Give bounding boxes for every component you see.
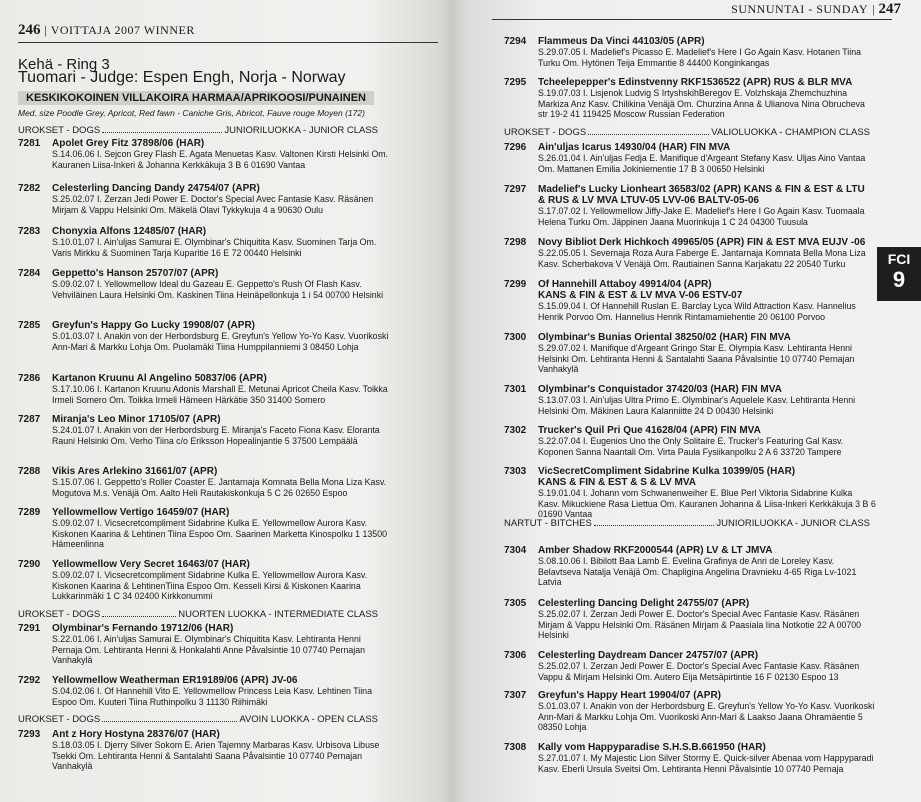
entry-dog-name: Of Hannehill Attaboy 49914/04 (APR): [538, 279, 712, 290]
entry-number: 7290: [18, 559, 41, 570]
dog-entry: [18, 675, 390, 707]
entry-dog-name: Olymbinar's Fernando 19712/06 (HAR): [52, 623, 234, 634]
left-head-rule: [18, 42, 438, 43]
entry-details: S.24.01.07 I. Anakin von der Herbordsburg E. Miranja's Faceto Fiona Kasv. Eloranta Rauni Helsinki Om. Verho Tiina c/o Eriksson Hopealinjantie 5 37500 Lempäälä: [52, 425, 380, 446]
entry-dog-name: Vikis Ares Arlekino 31661/07 (APR): [52, 466, 218, 477]
dog-entry: [504, 690, 876, 733]
section-class: NUORTEN LUOKKA - INTERMEDIATE CLASS: [178, 609, 378, 620]
entry-details: S.29.07.05 I. Madelief's Picasso E. Madelief's Here I Go Again Kasv. Hotanen Tiina Turku Om. Hytönen Teija Emmantie 8 44400 Konginkangas: [538, 47, 861, 68]
section-sex: UROKSET - DOGS: [18, 609, 101, 620]
entry-details: S.15.09.04 I. Of Hannehill Ruslan E. Barclay Lyca Wild Attraction Kasv. Hannelius Henrik Porvoo Om. Hannelius Henrik Rintamamiehentie 20 06100 Porvoo: [538, 301, 856, 322]
dog-entry: [504, 742, 876, 774]
entry-number: 7282: [18, 183, 41, 194]
entry-dog-name: VicSecretCompliment Sidabrine Kulka 10399/05 (HAR): [538, 466, 796, 477]
section-sex: UROKSET - DOGS: [18, 714, 101, 725]
section-header: [18, 125, 378, 136]
entry-details: S.25.02.07 I. Zerzan Jedi Power E. Doctor's Special Avec Fantasie Kasv. Räsänen Mirjam & Vappu Helsinki Om. Mäkelä Olavi Tykkykuja 4 a 90630 Oulu: [52, 194, 374, 215]
dog-entry: [18, 729, 390, 772]
entry-details: S.09.02.07 I. Yellowmellow Ideal du Gazeau E. Geppetto's Rush Of Flash Kasv. Vehviläinen Laura Helsinki Om. Kaskinen Tiina Heinäpellonkuja 1 i 54 00700 Helsinki: [52, 279, 384, 300]
dog-entry: [504, 425, 876, 457]
left-page-number: 246: [18, 22, 41, 38]
right-running-head: SUNNUNTAI - SUNDAY | 247: [731, 1, 901, 17]
entry-details: S.17.10.06 I. Kartanon Kruunu Adonis Marshall E. Metunai Apricot Cheila Kasv. Toikka Irmeli Somero Om. Toikka Irmeli Hämeen Härkätie 350 31400 Somero: [52, 384, 388, 405]
entry-dog-name: Olymbinar's Conquistador 37420/03 (HAR) FIN MVA: [538, 384, 782, 395]
entry-details: S.29.07.02 I. Manifique d'Argeant Gringo Star E. Olympia Kasv. Lehtiranta Henni Helsinki Om. Lehtiranta Henni & Santalahti Saana Påvalsintie 10 07740 Pernajan Vanhakylä: [538, 343, 855, 375]
dog-entry: [504, 77, 876, 120]
dog-entry: [18, 268, 390, 300]
entry-dog-name: Apolet Grey Fitz 37898/06 (HAR): [52, 138, 205, 149]
entry-awards: & RUS & LV MVA LTUV-05 LVV-06 BALTV-05-06: [538, 195, 759, 206]
entry-dog-name: Olymbinar's Bunias Oriental 38250/02 (HAR) FIN MVA: [538, 332, 791, 343]
entry-number: 7300: [504, 332, 527, 343]
entry-dog-name: Yellowmellow Vertigo 16459/07 (HAR): [52, 507, 230, 518]
section-header: [504, 518, 870, 529]
section-sex: UROKSET - DOGS: [18, 125, 101, 136]
entry-number: 7308: [504, 742, 527, 753]
entry-details: S.09.02.07 I. Vicsecretcompliment Sidabrine Kulka E. Yellowmellow Aurora Kasv. Kiskonen Kaarina & LehtinenTiina Espoo Om. Kesseli Kirsi & Kiskonen Kaarina Lukkarinmäki 1 C 34 02400 Kirkkonummi: [52, 570, 368, 602]
entry-dog-name: Miranja's Leo Minor 17105/07 (APR): [52, 414, 221, 425]
entry-details: S.14.06.06 I. Sejcon Grey Flash E. Agata Menuetas Kasv. Valtonen Kirsti Helsinki Om. Kauranen Liisa-Inkeri & Johanna Kerkkäkuja 3 B 6 01690 Vantaa: [52, 149, 389, 170]
entry-details: S.25.02.07 I. Zerzan Jedi Power E. Doctor's Special Avec Fantasie Kasv. Räsänen Vappu & Mirjam Helsinki Om. Autero Eija Metsäpirtintie 16 F 02130 Espoo 13: [538, 661, 860, 682]
section-class: AVOIN LUOKKA - OPEN CLASS: [239, 714, 378, 725]
dog-entry: [18, 507, 390, 550]
dog-entry: [504, 384, 876, 416]
entry-details: S.22.07.04 I. Eugenios Uno the Only Solitaire E. Trucker's Featuring Gal Kasv. Koponen Sanna Naantali Om. Virta Paula Fysiikanpolku 2 A 6 33720 Tampere: [538, 436, 844, 457]
fci-tab-label: FCI: [887, 251, 911, 267]
left-page: [0, 0, 452, 802]
entry-number: 7285: [18, 320, 41, 331]
fci-tab-group: 9: [892, 267, 906, 292]
entry-dog-name: Novy Bibliot Derk Hichkoch 49965/05 (APR) FIN & EST MVA EUJV -06: [538, 237, 866, 248]
entry-number: 7304: [504, 545, 527, 556]
section-class: VALIOLUOKKA - CHAMPION CLASS: [711, 127, 870, 138]
dog-entry: [504, 237, 876, 269]
entry-details: S.19.01.04 I. Johann vom Schwanenweiher E. Blue Perl Viktoria Sidabrine Kulka Kasv. Mikuckiene Rasa Liettua Om. Kauranen Johanna & Liisa-Inkeri Kerkkäkuja 3 B 6 01690 Vantaa: [538, 488, 876, 520]
section-class: JUNIORILUOKKA - JUNIOR CLASS: [716, 518, 870, 529]
dog-entry: [18, 373, 390, 405]
entry-number: 7281: [18, 138, 41, 149]
entry-number: 7283: [18, 226, 41, 237]
right-page: [452, 0, 921, 802]
dog-entry: [504, 545, 876, 588]
entry-details: S.13.07.03 I. Ain'uljas Ultra Primo E. Olymbinar's Aquelele Kasv. Lehtiranta Henni Helsinki Om. Mäkinen Laura Kalanniitte 24 D 00430 Helsinki: [538, 395, 856, 416]
dog-entry: [504, 650, 876, 682]
entry-dog-name: Greyfun's Happy Go Lucky 19908/07 (APR): [52, 320, 256, 331]
section-sex: NARTUT - BITCHES: [504, 518, 592, 529]
entry-details: S.17.07.02 I. Yellowmellow Jiffy-Jake E. Madelief's Here I Go Again Kasv. Tuomaala Helena Turku Om. Jäppinen Jaana Muorinkuja 1 C 24 04300 Tuusula: [538, 206, 865, 227]
entry-dog-name: Trucker's Quil Pri Que 41628/04 (APR) FIN MVA: [538, 425, 761, 436]
dog-entry: [18, 138, 390, 170]
entry-awards: KANS & FIN & EST & S & LV MVA: [538, 477, 696, 488]
breed-note: Med. size Poodle Grey, Apricot, Red fawn - Caniche Gris, Abricot, Fauve rouge Moyen (172): [18, 108, 365, 118]
entry-dog-name: Celesterling Dancing Dandy 24754/07 (APR): [52, 183, 260, 194]
section-class: JUNIORILUOKKA - JUNIOR CLASS: [224, 125, 378, 136]
section-header: [18, 714, 378, 725]
entry-dog-name: Kartanon Kruunu Al Angelino 50837/06 (APR): [52, 373, 267, 384]
entry-number: 7301: [504, 384, 527, 395]
entry-details: S.01.03.07 I. Anakin von der Herbordsburg E. Greyfun's Yellow Yo-Yo Kasv. Vuorikoski Ann-Mari & Markku Lohja Om. Vuorikoski Ann-Mari & Laakso Jaana Ohramäentie 5 08350 Lohja: [538, 701, 875, 733]
judge-title: Tuomari - Judge: Espen Engh, Norja - Norway: [18, 69, 346, 86]
entry-number: 7286: [18, 373, 41, 384]
entry-details: S.08.10.06 I. Bibilott Baa Lamb E. Evelina Grafinya de Anri de Loreley Kasv. Belavtseva Natalja Venäjä Om. Chapligina Angelina Dravnieku 4-65 Riga Lv-1021 Latvia: [538, 556, 857, 588]
entry-dog-name: Flammeus Da Vinci 44103/05 (APR): [538, 36, 705, 47]
entry-number: 7306: [504, 650, 527, 661]
dog-entry: [18, 414, 390, 446]
entry-details: S.25.02.07 I. Zerzan Jedi Power E. Doctor's Special Avec Fantasie Kasv. Räsänen Mirjam & Vappu Helsinki Om. Räsänen Mirjam & Paasiala Iina Notkotie 22 A 00700 Helsinki: [538, 609, 862, 641]
entry-dog-name: Geppetto's Hanson 25707/07 (APR): [52, 268, 219, 279]
entry-dog-name: Yellowmellow Very Secret 16463/07 (HAR): [52, 559, 250, 570]
entry-number: 7297: [504, 184, 527, 195]
section-sex: UROKSET - DOGS: [504, 127, 587, 138]
entry-details: S.18.03.05 I. Djerry Silver Sokom E. Arien Tajemny Marbaras Kasv. Urbisova Libuse Tsekki Om. Lehtiranta Henni & Santalahti Saana Påvalsintie 10 07740 Pernajan Vanhakylä: [52, 740, 380, 772]
dog-entry: [504, 142, 876, 174]
dog-entry: [504, 36, 876, 68]
entry-number: 7302: [504, 425, 527, 436]
fci-group-tab: [877, 247, 921, 301]
entry-number: 7295: [504, 77, 527, 88]
entry-number: 7293: [18, 729, 41, 740]
entry-details: S.26.01.04 I. Ain'uljas Fedja E. Manifique d'Argeant Stefany Kasv. Uljas Aino Vantaa Om. Mattanen Emilia Jokiniementie 17 B 3 00650 Helsinki: [538, 153, 866, 174]
ring-title: Kehä - Ring 3: [18, 56, 110, 73]
entry-dog-name: Yellowmellow Weatherman ER19189/06 (APR) JV-06: [52, 675, 298, 686]
entry-dog-name: Ain'uljas Icarus 14930/04 (HAR) FIN MVA: [538, 142, 731, 153]
entry-dog-name: Chonyxia Alfons 12485/07 (HAR): [52, 226, 207, 237]
entry-dog-name: Greyfun's Happy Heart 19904/07 (APR): [538, 690, 722, 701]
entry-dog-name: Celesterling Daydream Dancer 24757/07 (APR): [538, 650, 759, 661]
entry-details: S.04.02.06 I. Of Hannehill Vito E. Yellowmellow Princess Leia Kasv. Lehtinen Tiina Espoo Om. Kuuteri Tiina Ruthinpolku 3 11130 Riihimäki: [52, 686, 372, 707]
right-page-number: 247: [878, 1, 901, 17]
entry-details: S.27.01.07 I. My Majestic Lion Silver Stormy E. Quick-silver Abenaa vom Happyparadi Kasv. Eberli Ursula Sveitsi Om. Lehtiranta Henni Påvalsintie 10 07740 Pernaja: [538, 753, 874, 774]
entry-dog-name: Madelief's Lucky Lionheart 36583/02 (APR) KANS & FIN & EST & LTU: [538, 184, 865, 195]
entry-details: S.10.01.07 I. Ain'uljas Samurai E. Olymbinar's Chiquitita Kasv. Suominen Tarja Om. Varis Mirkku & Suominen Tarja Kuparitie 16 E 72 00440 Helsinki: [52, 237, 377, 258]
entry-details: S.22.01.06 I. Ain'uljas Samurai E. Olymbinar's Chiquitita Kasv. Lehtiranta Henni Pernaja Om. Lehtiranta Henni & Honkalahti Anne Påvalsintie 10 07740 Pernajan Vanhakylä: [52, 634, 365, 666]
entry-number: 7296: [504, 142, 527, 153]
dog-entry: [18, 466, 390, 498]
entry-number: 7287: [18, 414, 41, 425]
dog-entry: [18, 183, 390, 215]
entry-number: 7284: [18, 268, 41, 279]
section-header: [504, 127, 870, 138]
entry-details: S.19.07.03 I. Lisjenok Ludvig S IrtyshskihBeregov E. Volzhskaja Zhemchuzhina Markiza Anz Kasv. Chilikina Venäjä Om. Churzina Anna & Ulianova Nina Obrucheva str 19-2 41 119425 Moscow Russian Federation: [538, 88, 865, 120]
entry-details: S.01.03.07 I. Anakin von der Herbordsburg E. Greyfun's Yellow Yo-Yo Kasv. Vuorikoski Ann-Mari & Markku Lohja Om. Puolamäki Tiina Humppilanniemi 3 08450 Lohja: [52, 331, 389, 352]
entry-number: 7294: [504, 36, 527, 47]
entry-number: 7303: [504, 466, 527, 477]
entry-details: S.15.07.06 I. Geppetto's Roller Coaster E. Jantarnaja Komnata Bella Mona Liza Kasv. Mogutova M.s. Venäjä Om. Aalto Heli Rautakiskonkuja 5 C 26 02650 Espoo: [52, 477, 387, 498]
dog-entry: [18, 559, 390, 602]
dog-entry: [504, 279, 876, 322]
right-running-title: SUNNUNTAI - SUNDAY: [731, 2, 869, 16]
entry-dog-name: Kally vom Happyparadise S.H.S.B.661950 (HAR): [538, 742, 766, 753]
breed-title: KESKIKOKOINEN VILLAKOIRA HARMAA/APRIKOOSI/PUNAINEN: [18, 91, 374, 105]
left-running-title: VOITTAJA 2007 WINNER: [50, 23, 195, 37]
dog-entry: [504, 466, 876, 520]
dog-entry: [504, 332, 876, 375]
dog-entry: [504, 598, 876, 641]
entry-number: 7288: [18, 466, 41, 477]
entry-number: 7299: [504, 279, 527, 290]
entry-number: 7307: [504, 690, 527, 701]
left-running-head: 246 | VOITTAJA 2007 WINNER: [18, 22, 195, 38]
entry-dog-name: Celesterling Dancing Delight 24755/07 (APR): [538, 598, 750, 609]
entry-dog-name: Amber Shadow RKF2000544 (APR) LV & LT JMVA: [538, 545, 773, 556]
entry-number: 7291: [18, 623, 41, 634]
entry-number: 7298: [504, 237, 527, 248]
dog-entry: [504, 184, 876, 227]
section-header: [18, 609, 378, 620]
entry-awards: KANS & FIN & EST & LV MVA V-06 ESTV-07: [538, 290, 743, 301]
entry-number: 7292: [18, 675, 41, 686]
entry-dog-name: Ant z Hory Hostyna 28376/07 (HAR): [52, 729, 220, 740]
dog-entry: [18, 623, 390, 666]
entry-number: 7305: [504, 598, 527, 609]
entry-number: 7289: [18, 507, 41, 518]
entry-dog-name: Tcheelepepper's Edinstvenny RKF1536522 (APR) RUS & BLR MVA: [538, 77, 853, 88]
dog-entry: [18, 320, 390, 352]
dog-entry: [18, 226, 390, 258]
right-head-rule: [492, 19, 892, 20]
entry-details: S.09.02.07 I. Vicsecretcompliment Sidabrine Kulka E. Yellowmellow Aurora Kasv. Kiskonen Kaarina & Lehtinen Tiina Espoo Om. Saarinen Marketta Kinospolku 1 13500 Hämeenlinna: [52, 518, 387, 550]
entry-details: S.22.05.05 I. Severnaja Roza Aura Faberge E. Jantarnaja Komnata Bella Mona Liza Kasv. Scherbakova V Venäjä Om. Rautiainen Sanna Karjakatu 22 20540 Turku: [538, 248, 866, 269]
